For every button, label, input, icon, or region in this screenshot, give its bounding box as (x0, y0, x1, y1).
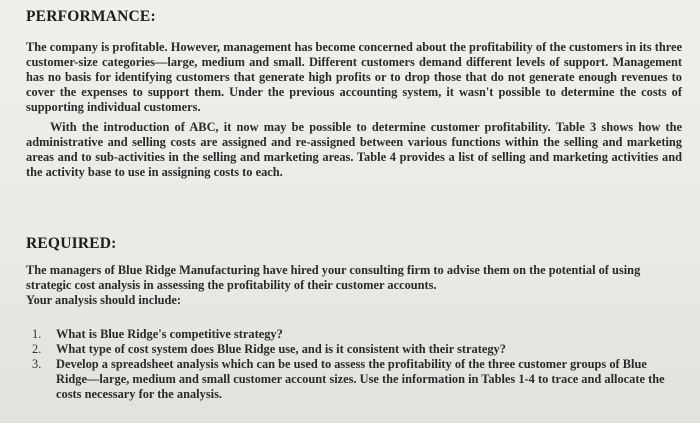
list-item-text: What type of cost system does Blue Ridge use, and is it consistent with their strategy? (56, 342, 506, 356)
list-item-number: 1. (32, 327, 42, 341)
performance-heading: PERFORMANCE: (26, 8, 156, 25)
required-paragraph-2: Your analysis should include: (26, 293, 182, 307)
list-item-text: What is Blue Ridge's competitive strategy? (56, 327, 283, 341)
list-item-number: 2. (32, 342, 42, 356)
performance-paragraph-2: With the introduction of ABC, it now may be possible to determine customer profitability. Table 3 shows how the administrative and selling costs are assigned and re-assigned between various functions within the selling and marketing areas and to sub-activities in the selling and marketing areas. Table 4 provides a list of selling and marketing activities and the activity base to use in assigning costs to each. (26, 120, 682, 179)
list-item (26, 357, 676, 402)
required-heading: REQUIRED: (26, 235, 117, 252)
required-question-list (26, 327, 676, 402)
list-item-number: 3. (32, 357, 42, 371)
performance-paragraph-1: The company is profitable. However, management has become concerned about the profitability of the customers in its three customer-size categories—large, medium and small. Different customers demand different levels of support. Management has no basis for identifying customers that generate high profits or to drop those that do not generate enough revenues to cover the expenses to support them. Under the previous accounting system, it wasn't possible to determine the costs of supporting individual customers. (26, 40, 682, 114)
list-item (26, 342, 676, 357)
required-paragraph-1: The managers of Blue Ridge Manufacturing have hired your consulting firm to advise them on the potential of using strategic cost analysis in assessing the profitability of their customer accounts. (26, 263, 641, 292)
list-item (26, 327, 676, 342)
list-item-text: Develop a spreadsheet analysis which can be used to assess the profitability of the three customer groups of Blue Ridge—large, medium and small customer account sizes. Use the information in Tables 1-4 to trace and allocate the costs necessary for the analysis. (56, 357, 665, 401)
